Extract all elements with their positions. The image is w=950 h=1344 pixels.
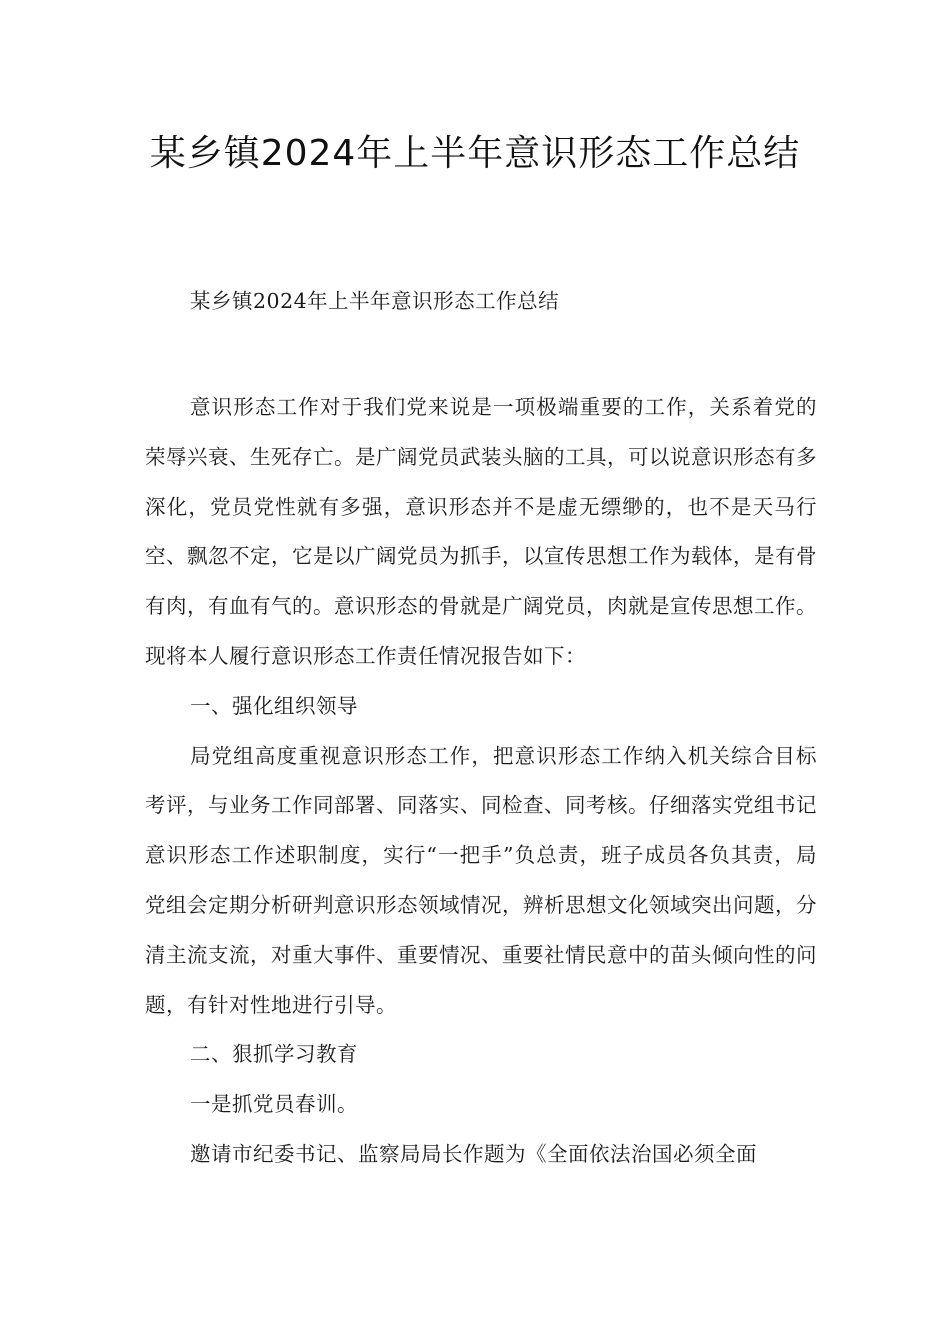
document-body (145, 383, 817, 1180)
paragraph-section-2: 邀请市纪委书记、监察局局长作题为《全面依法治国必须全面 (190, 1141, 757, 1166)
paragraph-intro: 意识形态工作对于我们党来说是一项极端重要的工作，关系着党的荣辱兴衰、生死存亡。是广阔党员武装头脑的工具，可以说意识形态有多深化，党员党性就有多强，意识形态并不是虚无缥缈的，也不是天马行空、飘忽不定，它是以广阔党员为抓手，以宣传思想工作为载体，是有骨有肉，有血有气的。意识形态的骨就是广阔党员，肉就是宣传思想工作。现将本人履行意识形态工作责任情况报告如下： (145, 395, 817, 668)
document-subtitle: 某乡镇2024年上半年意识形态工作总结 (190, 289, 560, 313)
sub-heading-1: 一是抓党员春训。 (190, 1092, 358, 1117)
section-heading-1: 一、强化组织领导 (190, 693, 358, 718)
section-heading-2: 二、狠抓学习教育 (190, 1042, 358, 1067)
document-title: 某乡镇2024年上半年意识形态工作总结 (149, 133, 801, 174)
paragraph-section-1: 局党组高度重视意识形态工作，把意识形态工作纳入机关综合目标考评，与业务工作同部署、同落实、同检查、同考核。仔细落实党组书记意识形态工作述职制度，实行“一把手”负总责，班子成员各负其责，局党组会定期分析研判意识形态领域情况，辨析思想文化领域突出问题，分清主流支流，对重大事件、重要情况、重要社情民意中的苗头倾向性的问题，有针对性地进行引导。 (145, 743, 817, 1017)
